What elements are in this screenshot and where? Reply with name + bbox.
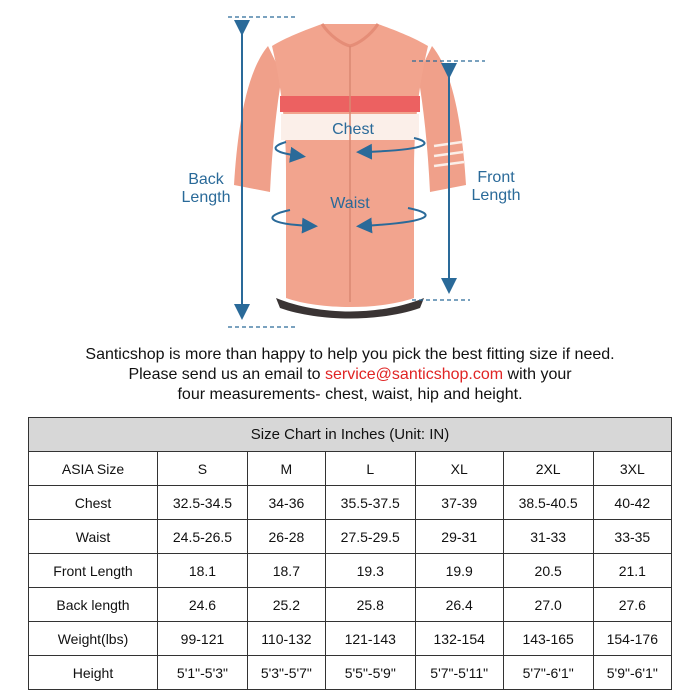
size-header-cell: 2XL — [503, 452, 593, 486]
table-cell: 34-36 — [247, 486, 325, 520]
table-header-row — [29, 452, 672, 486]
table-body — [29, 452, 672, 690]
table-cell: 5'7"-6'1" — [503, 656, 593, 690]
table-title-row — [29, 418, 672, 452]
table-cell: 99-121 — [158, 622, 248, 656]
table-cell: 27.0 — [503, 588, 593, 622]
cycling-jersey-illustration — [234, 24, 466, 319]
table-cell: 24.5-26.5 — [158, 520, 248, 554]
front-length-label-line2: Length — [471, 187, 521, 204]
table-cell: 5'3"-5'7" — [247, 656, 325, 690]
table-cell: 154-176 — [593, 622, 671, 656]
table-cell: 19.3 — [325, 554, 415, 588]
table-cell: 27.6 — [593, 588, 671, 622]
chest-label: Chest — [332, 121, 374, 138]
row-label-cell: Weight(lbs) — [29, 622, 158, 656]
table-cell: 35.5-37.5 — [325, 486, 415, 520]
table-row — [29, 520, 672, 554]
table-cell: 38.5-40.5 — [503, 486, 593, 520]
email-link[interactable]: service@santicshop.com — [325, 366, 504, 383]
waist-label: Waist — [330, 195, 370, 212]
table-row — [29, 588, 672, 622]
table-cell: 29-31 — [415, 520, 503, 554]
back-length-label-line2: Length — [181, 189, 231, 206]
intro-text — [0, 345, 700, 405]
header-label-cell: ASIA Size — [29, 452, 158, 486]
table-cell: 26.4 — [415, 588, 503, 622]
table-cell: 25.2 — [247, 588, 325, 622]
table-cell: 32.5-34.5 — [158, 486, 248, 520]
table-cell: 5'7"-5'11" — [415, 656, 503, 690]
table-cell: 110-132 — [247, 622, 325, 656]
table-cell: 21.1 — [593, 554, 671, 588]
table-row — [29, 622, 672, 656]
front-length-label-line1: Front — [477, 169, 515, 186]
table-row — [29, 554, 672, 588]
row-label-cell: Front Length — [29, 554, 158, 588]
table-cell: 33-35 — [593, 520, 671, 554]
jersey-measurement-diagram — [0, 0, 700, 340]
table-row — [29, 486, 672, 520]
table-title: Size Chart in Inches (Unit: IN) — [29, 418, 672, 452]
table-cell: 18.1 — [158, 554, 248, 588]
size-header-cell: L — [325, 452, 415, 486]
row-label-cell: Back length — [29, 588, 158, 622]
size-header-cell: S — [158, 452, 248, 486]
table-cell: 5'9"-6'1" — [593, 656, 671, 690]
table-cell: 26-28 — [247, 520, 325, 554]
size-chart-table — [28, 417, 672, 690]
size-header-cell: 3XL — [593, 452, 671, 486]
table-cell: 25.8 — [325, 588, 415, 622]
row-label-cell: Chest — [29, 486, 158, 520]
table-cell: 40-42 — [593, 486, 671, 520]
table-cell: 27.5-29.5 — [325, 520, 415, 554]
table-cell: 20.5 — [503, 554, 593, 588]
table-cell: 121-143 — [325, 622, 415, 656]
table-cell: 19.9 — [415, 554, 503, 588]
intro-line-2-before: Please send us an email to — [128, 366, 325, 383]
intro-line-3: four measurements- chest, waist, hip and height. — [177, 386, 523, 403]
table-cell: 143-165 — [503, 622, 593, 656]
table-cell: 5'1"-5'3" — [158, 656, 248, 690]
intro-line-1: Santicshop is more than happy to help you pick the best fitting size if need. — [85, 346, 615, 363]
row-label-cell: Height — [29, 656, 158, 690]
row-label-cell: Waist — [29, 520, 158, 554]
size-header-cell: M — [247, 452, 325, 486]
table-cell: 24.6 — [158, 588, 248, 622]
table-row — [29, 656, 672, 690]
size-header-cell: XL — [415, 452, 503, 486]
intro-line-2-after: with your — [503, 366, 572, 383]
table-cell: 132-154 — [415, 622, 503, 656]
table-cell: 31-33 — [503, 520, 593, 554]
right-sleeve — [418, 46, 466, 192]
intro-line-2 — [0, 365, 700, 385]
table-cell: 5'5"-5'9" — [325, 656, 415, 690]
back-length-label-line1: Back — [188, 171, 224, 188]
table-cell: 18.7 — [247, 554, 325, 588]
table-cell: 37-39 — [415, 486, 503, 520]
